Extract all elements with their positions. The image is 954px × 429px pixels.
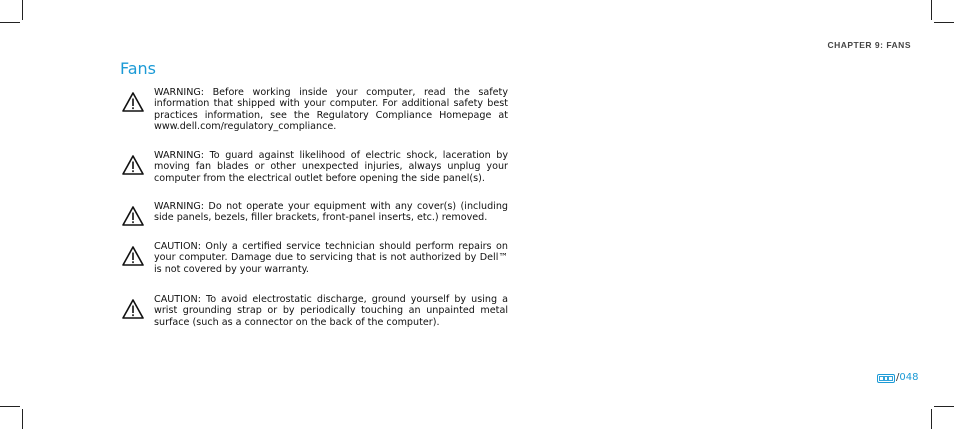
crop-mark xyxy=(22,409,23,429)
warning-triangle-icon xyxy=(122,298,144,320)
warning-triangle-icon xyxy=(122,205,144,227)
crop-mark xyxy=(0,22,20,23)
page-number-value: 048 xyxy=(899,372,919,383)
notice-block xyxy=(120,150,510,184)
notice-text: WARNING: To guard against likelihood of electric shock, laceration by moving fan blades or other unexpected injuries, always unplug your computer from the electrical outlet before opening the side panel(s). xyxy=(154,150,508,184)
notice-block xyxy=(120,294,510,328)
notice-block xyxy=(120,201,510,227)
warning-triangle-icon xyxy=(122,154,144,176)
crop-mark xyxy=(931,409,932,429)
page-title: Fans xyxy=(120,59,157,78)
crop-mark xyxy=(934,22,954,23)
crop-mark xyxy=(0,406,20,407)
crop-mark xyxy=(22,0,23,20)
notice-text: WARNING: Before working inside your computer, read the safety information that shipped with your computer. For additional safety best practices information, see the Regulatory Compliance Homepage at www.dell.com/regulatory_compliance. xyxy=(154,87,508,132)
notice-text: CAUTION: To avoid electrostatic discharge, ground yourself by using a wrist grounding strap or by periodically touching an unpainted metal surface (such as a connector on the back of the computer). xyxy=(154,294,508,328)
page-number xyxy=(877,373,918,383)
notice-text: CAUTION: Only a certified service technician should perform repairs on your computer. Damage due to servicing that is not authorized by Dell™ is not covered by your warranty. xyxy=(154,241,508,275)
notice-text: WARNING: Do not operate your equipment with any cover(s) (including side panels, bezels, filler brackets, front-panel inserts, etc.) removed. xyxy=(154,201,508,224)
notice-block xyxy=(120,241,510,275)
warning-triangle-icon xyxy=(122,245,144,267)
notice-block xyxy=(120,87,510,132)
crop-mark xyxy=(931,0,932,20)
page-separator: / xyxy=(896,372,900,383)
warning-triangle-icon xyxy=(122,91,144,113)
chapter-header: CHAPTER 9: FANS xyxy=(827,40,911,50)
crop-mark xyxy=(934,406,954,407)
alienware-logo-icon xyxy=(877,374,895,383)
